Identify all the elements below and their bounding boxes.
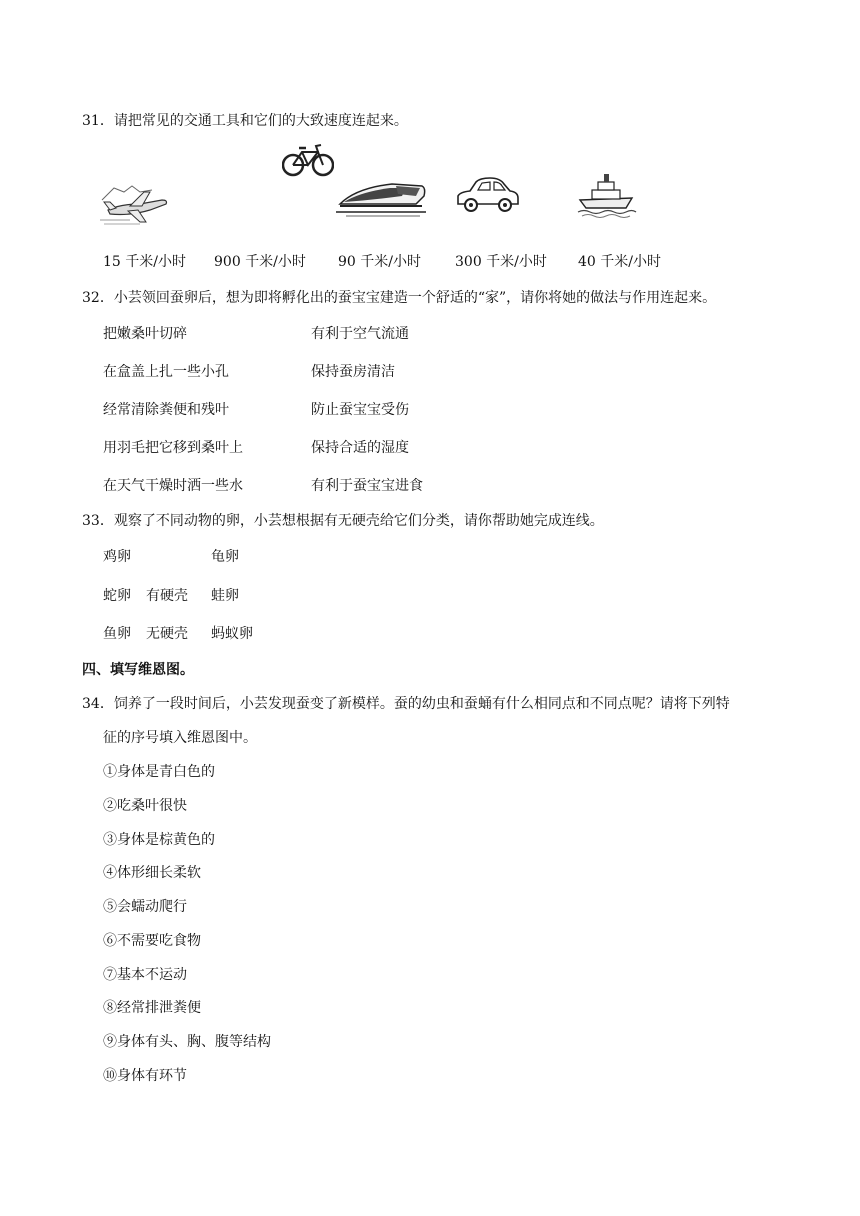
speed-option: 40 千米/小时 — [578, 254, 661, 270]
speed-option: 900 千米/小时 — [214, 254, 306, 270]
q32-effect: 有利于空气流通 — [311, 326, 409, 342]
q33-egg-right: 蚂蚁卵 — [211, 626, 253, 642]
q33-egg-right: 蛙卵 — [211, 588, 239, 604]
q32-method: 用羽毛把它移到桑叶上 — [103, 440, 243, 456]
q32-method: 在盒盖上扎一些小孔 — [103, 364, 229, 380]
q34-feature: ⑩身体有环节 — [103, 1068, 187, 1084]
q33-egg-left: 蛇卵 — [103, 588, 131, 604]
q34-feature: ①身体是青白色的 — [103, 764, 215, 780]
bicycle-icon — [282, 142, 334, 178]
q32-effect: 保持蚕房清洁 — [311, 364, 395, 380]
q32-effect: 防止蚕宝宝受伤 — [311, 402, 409, 418]
q34-feature: ⑧经常排泄粪便 — [103, 1000, 201, 1016]
q32-method: 把嫩桑叶切碎 — [103, 326, 187, 342]
q34-feature: ⑥不需要吃食物 — [103, 933, 201, 949]
q34-feature: ⑦基本不运动 — [103, 967, 187, 983]
q33-category: 有硬壳 — [146, 588, 188, 604]
q33-egg-left: 鱼卵 — [103, 626, 131, 642]
q34-feature: ③身体是棕黄色的 — [103, 832, 215, 848]
q32-stem: 32．小芸领回蚕卵后，想为即将孵化出的蚕宝宝建造一个舒适的“家”，请你将她的做法与作用连起来。 — [82, 290, 717, 306]
q33-stem: 33．观察了不同动物的卵，小芸想根据有无硬壳给它们分类，请你帮助她完成连线。 — [82, 513, 604, 529]
section-title: 四、填写维恩图。 — [82, 662, 194, 678]
q32-method: 在天气干燥时洒一些水 — [103, 478, 243, 494]
airplane-icon — [100, 180, 170, 228]
q32-method: 经常清除粪便和残叶 — [103, 402, 229, 418]
q34-feature: ⑤会蠕动爬行 — [103, 899, 187, 915]
q34-stem-line1: 34．饲养了一段时间后，小芸发现蚕变了新模样。蚕的幼虫和蚕蛹有什么相同点和不同点呢？请将下列特 — [82, 696, 730, 712]
q31-stem: 31．请把常见的交通工具和它们的大致速度连起来。 — [82, 113, 408, 129]
q32-effect: 有利于蚕宝宝进食 — [311, 478, 423, 494]
q34-feature: ⑨身体有头、胸、腹等结构 — [103, 1034, 271, 1050]
q34-feature: ④体形细长柔软 — [103, 865, 201, 881]
q34-feature: ②吃桑叶很快 — [103, 798, 187, 814]
high-speed-train-icon — [336, 174, 428, 218]
q34-stem-line2: 征的序号填入维恩图中。 — [103, 730, 257, 746]
speed-option: 90 千米/小时 — [338, 254, 421, 270]
speed-option: 300 千米/小时 — [455, 254, 547, 270]
ship-icon — [576, 172, 638, 218]
q33-egg-right: 龟卵 — [211, 549, 239, 565]
q33-egg-left: 鸡卵 — [103, 549, 131, 565]
car-icon — [454, 176, 522, 216]
q32-effect: 保持合适的湿度 — [311, 440, 409, 456]
q33-category: 无硬壳 — [146, 626, 188, 642]
speed-option: 15 千米/小时 — [103, 254, 186, 270]
